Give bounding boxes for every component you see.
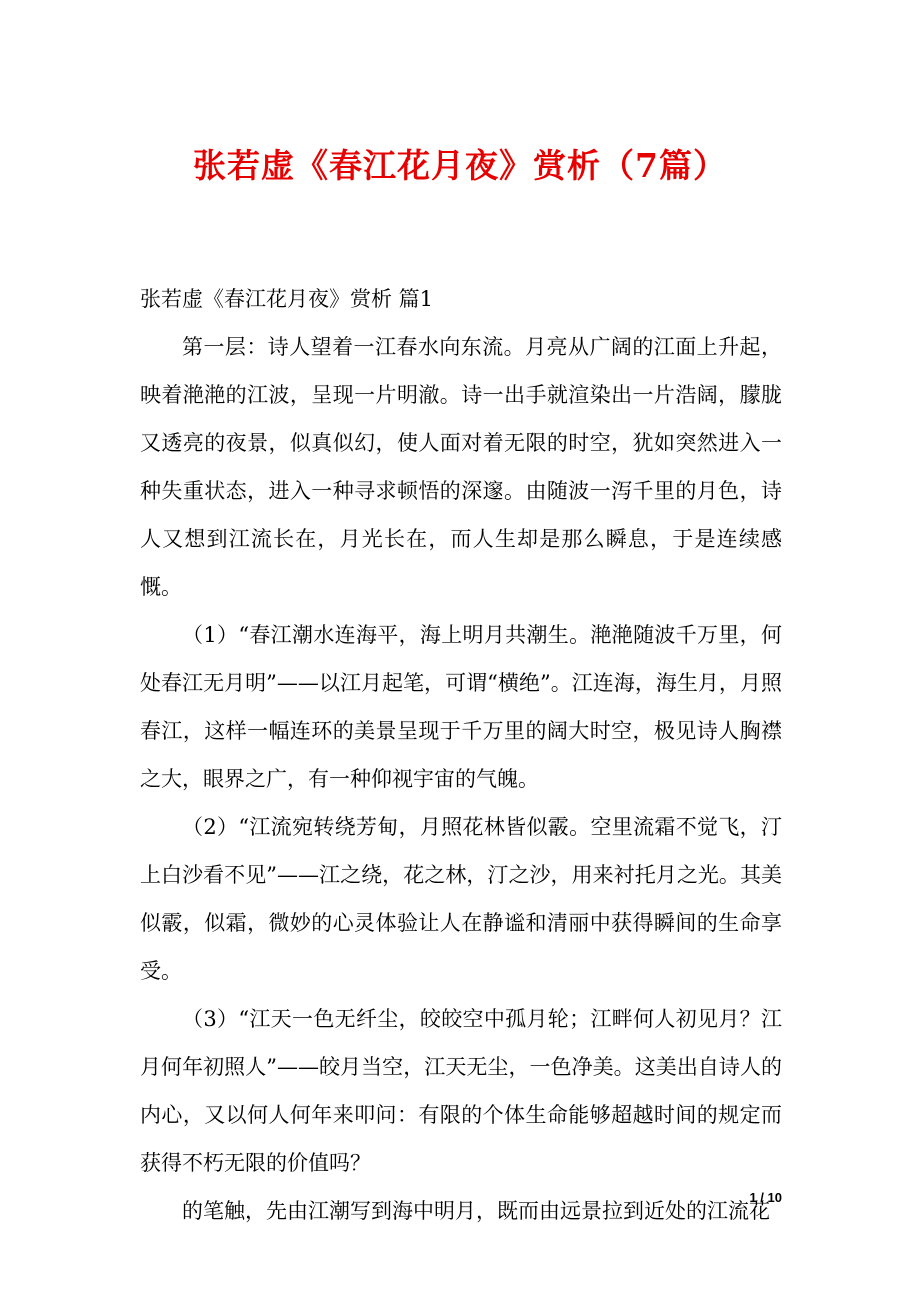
- paragraph-1: 第一层：诗人望着一江春水向东流。月亮从广阔的江面上升起，映着滟滟的江波，呈现一片明澈。诗一出手就渲染出一片浩阔，朦胧又透亮的夜景，似真似幻，使人面对着无限的时空，犹如突然进入一种失重状态，进入一种寻求顿悟的深邃。由随波一泻千里的月色，诗人又想到江流长在，月光长在，而人生却是那么瞬息，于是连续感慨。: [140, 335, 782, 599]
- section-heading: 张若虚《春江花月夜》赏析 篇1: [140, 287, 434, 311]
- paragraph-5: 的笔触，先由江潮写到海中明月，既而由远景拉到近处的江流花: [182, 1199, 770, 1223]
- document-title: 张若虚《春江花月夜》赏析（7篇）: [193, 146, 727, 185]
- document-body: [140, 275, 782, 1235]
- paragraph-2: （1）“春江潮水连海平，海上明月共潮生。滟滟随波千万里，何处春江无月明”——以江月起笔，可谓“横绝”。江连海，海生月，月照春江，这样一幅连环的美景呈现于千万里的阔大时空，极见诗人胸襟之大，眼界之广，有一种仰视宇宙的气魄。: [140, 623, 782, 791]
- paragraph-3: （2）“江流宛转绕芳甸，月照花林皆似霰。空里流霜不觉飞，汀上白沙看不见”——江之绕，花之林，汀之沙，用来衬托月之光。其美似霰，似霜，微妙的心灵体验让人在静谧和清丽中获得瞬间的生命享受。: [140, 815, 782, 983]
- paragraph-4: （3）“江天一色无纤尘，皎皎空中孤月轮；江畔何人初见月？江月何年初照人”——皎月当空，江天无尘，一色净美。这美出自诗人的内心，又以何人何年来叩问：有限的个体生命能够超越时间的规定而获得不朽无限的价值吗？: [140, 1007, 782, 1175]
- page-number: 1 / 10: [749, 1190, 782, 1205]
